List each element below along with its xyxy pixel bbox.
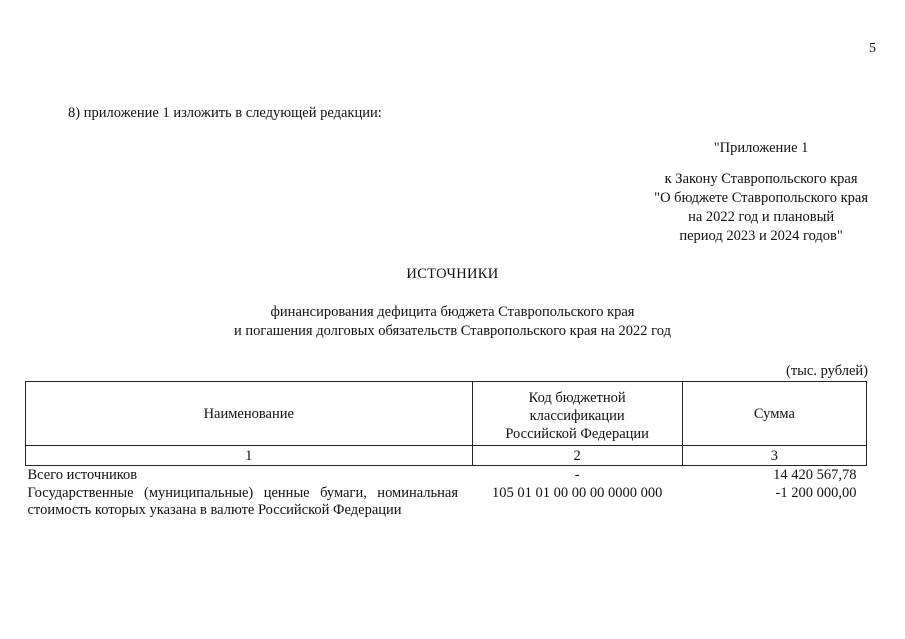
amendment-instruction: 8) приложение 1 изложить в следующей редакции: [68, 105, 382, 121]
row-name: Всего источников [27, 467, 138, 483]
column-number: 2 [472, 446, 682, 466]
table-row [26, 466, 867, 485]
header-code [472, 382, 682, 446]
document-heading: ИСТОЧНИКИ [406, 266, 499, 282]
row-code: - [574, 467, 580, 483]
sources-table [25, 381, 867, 519]
appendix-line: на 2022 год и плановый [688, 209, 835, 225]
page-number: 5 [869, 41, 876, 56]
header-code-line: Код бюджетной [528, 389, 626, 406]
appendix-line: "О бюджете Ставропольского края [654, 190, 868, 206]
column-number: 3 [682, 446, 866, 466]
column-number-row [26, 446, 867, 466]
row-sum: 14 420 567,78 [773, 467, 857, 483]
subheading-line: финансирования дефицита бюджета Ставропольского края [270, 304, 635, 320]
header-code-line: Российской Федерации [505, 425, 649, 442]
row-code: 105 01 01 00 00 00 0000 000 [491, 485, 663, 501]
column-number: 1 [26, 446, 473, 466]
appendix-reference [654, 139, 868, 246]
table-header-row [26, 382, 867, 446]
units-note: (тыс. рублей) [786, 363, 868, 379]
table-row [26, 484, 867, 519]
row-sum: -1 200 000,00 [775, 485, 857, 501]
row-name: Государственные (муниципальные) ценные бумаги, номинальная стоимость которых указана в валюте Российской Федерации [27, 485, 459, 518]
appendix-line: период 2023 и 2024 годов" [679, 228, 843, 244]
document-subheading [0, 303, 905, 341]
header-code-line: классификации [529, 407, 625, 424]
appendix-line: к Закону Ставропольского края [664, 171, 858, 187]
header-name: Наименование [26, 382, 473, 446]
header-sum: Сумма [682, 382, 866, 446]
subheading-line: и погашения долговых обязательств Ставропольского края на 2022 год [234, 323, 671, 339]
appendix-title: "Приложение 1 [713, 140, 809, 156]
